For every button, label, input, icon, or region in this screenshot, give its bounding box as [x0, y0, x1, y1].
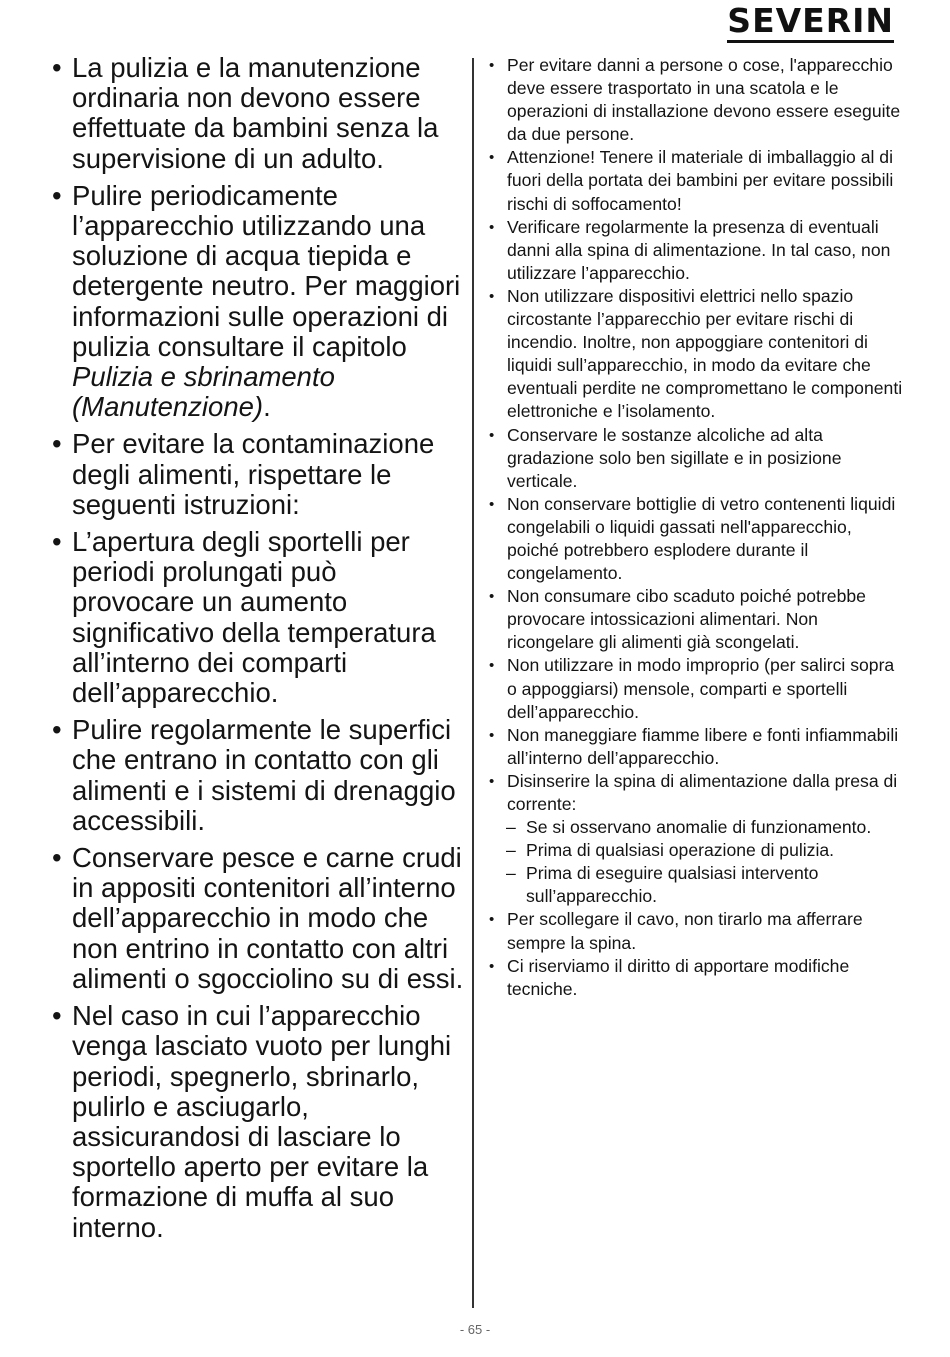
bullet-icon: • [489, 149, 495, 167]
item-text: Nel caso in cui l’apparecchio venga lasciato vuoto per lunghi periodi, spegnerlo, sbrinarlo, pulirlo e asciugarlo, assicurandosi di lasciare lo sportello aperto per evitare la formazione di muffa al suo interno. [72, 1000, 452, 1243]
right-list-item [488, 216, 908, 285]
left-list-item [52, 429, 464, 520]
column-divider [472, 58, 474, 1308]
right-list-item [488, 146, 908, 215]
bullet-icon: • [52, 526, 62, 558]
left-list-item [52, 843, 464, 994]
bullet-icon: • [489, 287, 495, 305]
sub-list-item [488, 839, 908, 862]
right-list-item [488, 724, 908, 770]
item-text: Pulire periodicamente l’apparecchio utilizzando una soluzione di acqua tiepida e detergente neutro. Per maggiori informazioni sulle operazioni di pulizia consultare il capitolo [72, 179, 461, 362]
left-list-item [52, 715, 464, 836]
bullet-icon: • [489, 772, 495, 790]
chapter-reference: Pulizia e sbrinamento (Manutenzione) [72, 361, 335, 423]
left-list-item [52, 53, 464, 174]
right-list-item [488, 585, 908, 654]
bullet-icon: • [52, 52, 62, 83]
right-list-item [488, 424, 908, 493]
right-list-item [488, 955, 908, 1001]
item-text: Non maneggiare fiamme libere e fonti infiammabili all’interno dell’apparecchio. [507, 724, 899, 768]
item-text: Attenzione! Tenere il materiale di imballaggio al di fuori della portata dei bambini per evitare possibili rischi di soffocamento! [507, 147, 894, 214]
item-text: Non conservare bottiglie di vetro contenenti liquidi congelabili o liquidi gassati nell'apparecchio, poiché potrebbero esplodere durante il congelamento. [507, 493, 896, 584]
bullet-icon: • [489, 588, 495, 606]
item-text-tail: . [263, 391, 271, 423]
bullet-icon: • [52, 1000, 62, 1032]
left-list-item [52, 1001, 464, 1243]
left-list-item [52, 527, 464, 708]
bullet-icon: • [52, 179, 62, 211]
sub-item-text: Se si osservano anomalie di funzionamento. [526, 817, 872, 838]
right-list-item [488, 908, 908, 954]
item-text: Per scollegare il cavo, non tirarlo ma afferrare sempre la spina. [507, 909, 863, 953]
bullet-icon: • [489, 726, 495, 744]
bullet-icon: • [52, 428, 62, 460]
right-list-item [488, 654, 908, 723]
left-column [52, 53, 464, 1250]
item-text: Non consumare cibo scaduto poiché potrebbe provocare intossicazioni alimentari. Non ricongelare gli alimenti già scongelati. [507, 586, 866, 653]
right-list-item [488, 54, 908, 146]
sub-list-item [488, 862, 908, 908]
item-text: Non utilizzare dispositivi elettrici nello spazio circostante l’apparecchio per evitare rischi di incendio. Inoltre, non appoggiare contenitori di liquidi sull’apparecchio, in modo da evitare che eventuali perdite ne compromettano le componenti elettroniche e l’isolamento. [507, 285, 903, 422]
right-list-item [488, 770, 908, 816]
bullet-icon: • [489, 495, 495, 513]
bullet-icon: • [489, 911, 495, 929]
bullet-icon: • [489, 218, 495, 236]
dash-icon: – [506, 863, 516, 884]
item-text: Ci riserviamo il diritto di apportare modifiche tecniche. [507, 955, 850, 999]
item-text: L’apertura degli sportelli per periodi prolungati può provocare un aumento significativo della temperatura all’interno dei comparti dell’apparecchio. [72, 526, 436, 709]
sub-list-item [488, 816, 908, 839]
item-text: Per evitare danni a persone o cose, l'apparecchio deve essere trasportato in una scatola e le operazioni di installazione devono essere eseguite da due persone. [507, 55, 901, 145]
item-text: Conservare le sostanze alcoliche ad alta gradazione solo ben sigillate e in posizione verticale. [507, 424, 842, 491]
severin-logo: SEVERIN [727, 3, 894, 43]
bullet-icon: • [52, 842, 62, 874]
bullet-icon: • [489, 657, 495, 675]
bullet-icon: • [489, 957, 495, 975]
sub-item-text: Prima di eseguire qualsiasi intervento sull’apparecchio. [526, 863, 819, 907]
item-text: Disinserire la spina di alimentazione dalla presa di corrente: [507, 770, 898, 814]
dash-icon: – [506, 840, 516, 861]
dash-icon: – [506, 817, 516, 838]
item-text: Non utilizzare in modo improprio (per salirci sopra o appoggiarsi) mensole, comparti e sportelli dell’apparecchio. [507, 655, 895, 722]
right-list-item [488, 493, 908, 585]
item-text: La pulizia e la manutenzione ordinaria non devono essere effettuate da bambini senza la supervisione di un adulto. [72, 52, 439, 174]
left-list-item [52, 181, 464, 423]
item-text: Per evitare la contaminazione degli alimenti, rispettare le seguenti istruzioni: [72, 428, 435, 520]
bullet-icon: • [52, 714, 62, 746]
sub-item-text: Prima di qualsiasi operazione di pulizia. [526, 840, 835, 861]
page-number: - 65 - [459, 1322, 491, 1337]
bullet-icon: • [489, 57, 495, 74]
right-column [488, 54, 908, 1001]
item-text: Verificare regolarmente la presenza di eventuali danni alla spina di alimentazione. In tal caso, non utilizzare l’apparecchio. [507, 216, 891, 283]
item-text: Conservare pesce e carne crudi in appositi contenitori all’interno dell’apparecchio in modo che non entrino in contatto con altri alimenti o sgocciolino su di essi. [72, 842, 464, 994]
bullet-icon: • [489, 426, 495, 444]
right-list-item [488, 285, 908, 424]
item-text: Pulire regolarmente le superfici che entrano in contatto con gli alimenti e i sistemi di drenaggio accessibili. [72, 714, 456, 836]
